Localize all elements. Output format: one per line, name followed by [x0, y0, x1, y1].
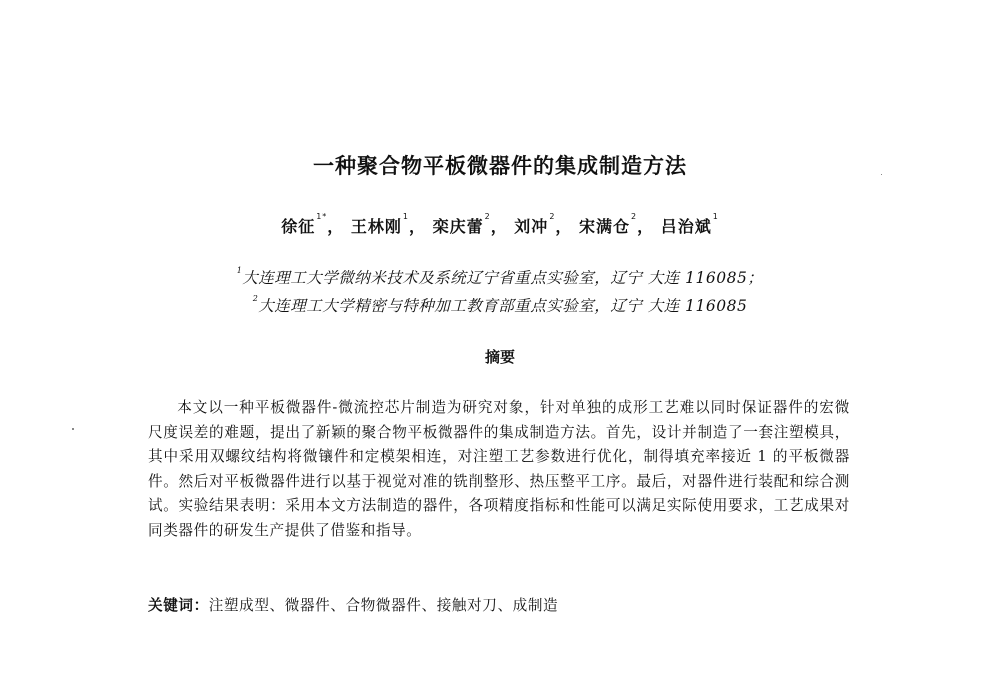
author: 栾庆蕾$^2$， — [432, 212, 508, 236]
paper-title: 一种聚合物平板微器件的集成制造方法 — [313, 154, 687, 178]
author: 吕治斌$^1$ — [660, 212, 719, 236]
author: 刘冲$^2$， — [514, 212, 573, 236]
keywords-label: 关键词： — [148, 597, 209, 614]
author: 徐征$^{1*}$， — [281, 212, 345, 236]
affiliation-2: $^2$大连理工大学精密与特种加工教育部重点实验室，辽宁 大连 116085 — [252, 294, 748, 315]
author-list — [0, 214, 1000, 237]
keywords-text: 注塑成型、微器件、合物微器件、接触对刀、成制造 — [208, 597, 559, 614]
abstract-body: 本文以一种平板微器件-微流控芯片制造为研究对象，针对单独的成形工艺难以同时保证器件的宏微尺度误差的难题，提出了新颖的聚合物平板微器件的集成制造方法。首先，设计并制造了一套注塑模具，其中采用双螺纹结构将微镶件和定模架相连，对注塑工艺参数进行优化，制得填充率接近 1 的平板微器件。然后对平板微器件进行以基于视觉对准的铣削整形、热压整平工序。最后，对器件进行装配和综合测试。实验结果表明：采用本文方法制造的器件，各项精度指标和性能可以满足实际使用要求，工艺成果对同类器件的研发生产提供了借鉴和指导。 — [148, 399, 850, 539]
abstract-heading: 摘要 — [484, 348, 515, 366]
keywords-line — [148, 594, 850, 615]
affiliation-1: $^1$大连理工大学微纳米技术及系统辽宁省重点实验室，辽宁 大连 116085； — [236, 266, 764, 287]
author: 宋满仓$^2$， — [579, 212, 655, 236]
author: 王林刚$^1$， — [350, 212, 427, 236]
scan-speck — [72, 428, 74, 430]
scan-speck — [881, 174, 882, 175]
